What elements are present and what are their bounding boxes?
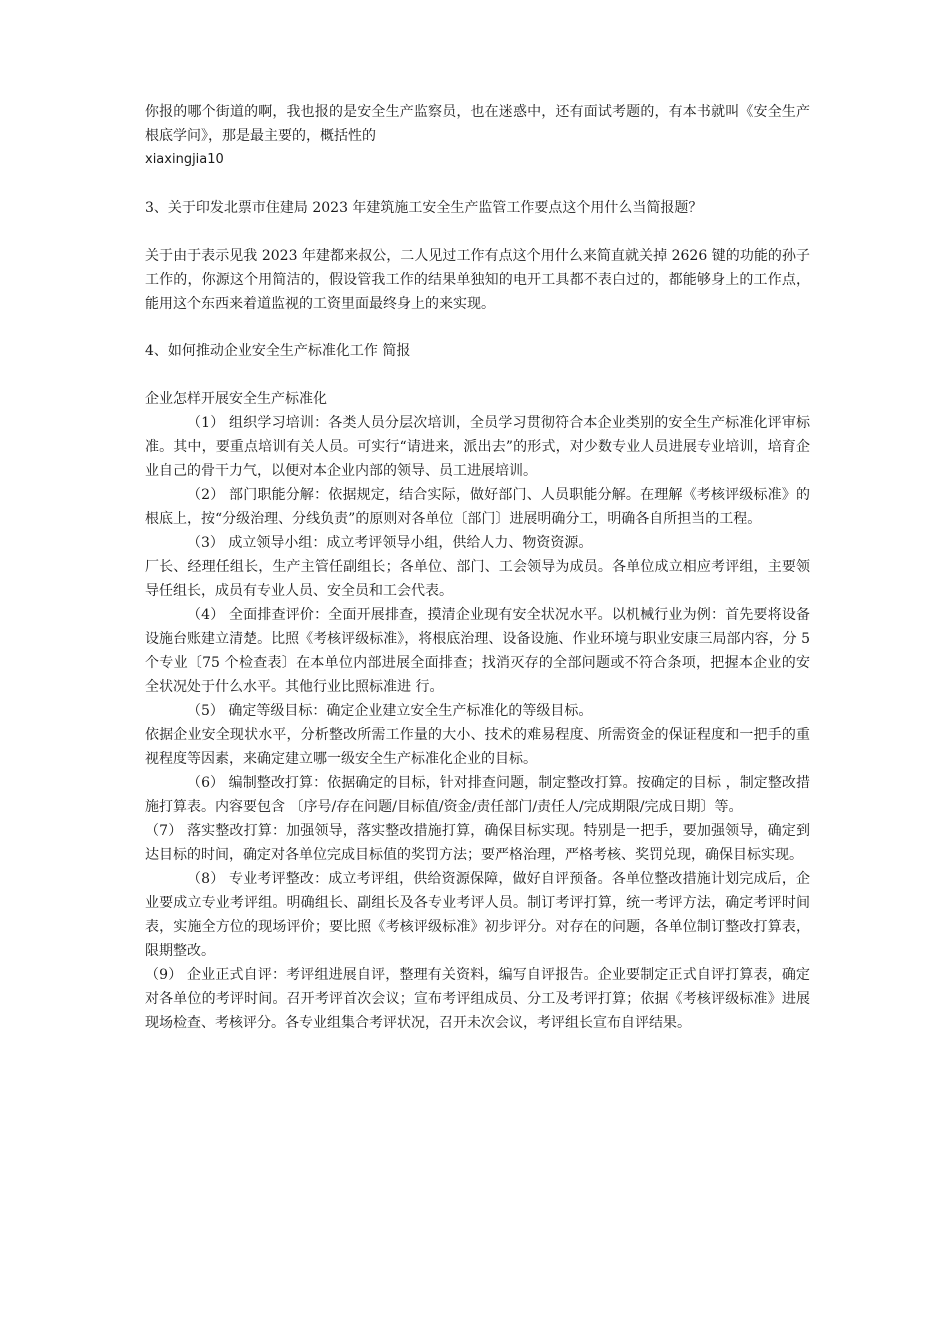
list-item: （9） 企业正式自评：考评组进展自评，整理有关资料，编写自评报告。企业要制定正式自评打算表，确定对各单位的考评时间。召开考评首次会议；宣布考评组成员、分工及考评打算；依据《考核评级标准》进展现场检查、考核评分。各专业组集合考评状况，召开未次会议，考评组长宣布自评结果。 — [145, 967, 810, 1031]
author-name: xiaxingjia10 — [145, 152, 224, 167]
q4-body — [145, 387, 810, 1035]
list-item: （1） 组织学习培训：各类人员分层次培训，全员学习贯彻符合本企业类别的安全生产标准化评审标准。其中，要重点培训有关人员。可实行“请进来，派出去”的形式，对少数专业人员进展专业培训，培育企业自己的骨干力气，以便对本企业内部的领导、员工进展培训。 — [145, 415, 810, 479]
q3-heading: 3、关于印发北票市住建局 2023 年建筑施工安全生产监管工作要点这个用什么当简报题？ — [145, 200, 703, 216]
q3-answer: 关于由于表示见我 2023 年建都来叔公，二人见过工作有点这个用什么来简直就关掉 2626 键的功能的孙子工作的，你源这个用简洁的，假设管我工作的结果单独知的电开工具都不表白过的，都能够身上的工作点，能用这个东西来着道监视的工资里面最终身上的来实现。 — [145, 248, 810, 312]
list-item: （4） 全面排查评价：全面开展排查，摸清企业现有安全状况水平。以机械行业为例：首先要将设备设施台账建立清楚。比照《考核评级标准》，将根底治理、设备设施、作业环境与职业安康三局部内容，分 5 个专业〔75 个检查表〕在本单位内部进展全面排查；找消灭存的全部问题或不符合条项，把握本企业的安全状况处于什么水平。其他行业比照标准进 行。 — [145, 607, 810, 695]
list-item: 厂长、经理任组长，生产主管任副组长；各单位、部门、工会领导为成员。各单位成立相应考评组，主要领导任组长，成员有专业人员、安全员和工会代表。 — [145, 559, 810, 599]
q4-subtitle: 企业怎样开展安全生产标准化 — [145, 391, 327, 407]
list-item: （3） 成立领导小组：成立考评领导小组，供给人力、物资资源。 — [187, 535, 593, 551]
q4-section — [145, 339, 810, 363]
list-item: 依据企业安全现状水平，分析整改所需工作量的大小、技术的难易程度、所需资金的保证程度和一把手的重视程度等因素，来确定建立哪一级安全生产标准化企业的目标。 — [145, 727, 810, 767]
list-item: （8） 专业考评整改：成立考评组，供给资源保障，做好自评预备。各单位整改措施计划完成后，企业要成立专业考评组。明确组长、副组长及各专业考评人员。制订考评打算，统一考评方法，确定考评时间表，实施全方位的现场评价；要比照《考核评级标准》初步评分。对存在的问题，各单位制订整改打算表，限期整改。 — [145, 871, 810, 959]
q3-section — [145, 196, 810, 220]
list-item: （7） 落实整改打算：加强领导，落实整改措施打算，确保目标实现。特别是一把手，要加强领导，确定到达目标的时间，确定对各单位完成目标值的奖罚方法；要严格治理，严格考核、奖罚兑现，确保目标实现。 — [145, 823, 810, 863]
intro-section — [145, 100, 810, 172]
q3-answer-section — [145, 244, 810, 316]
list-item: （5） 确定等级目标：确定企业建立安全生产标准化的等级目标。 — [187, 703, 593, 719]
intro-paragraph: 你报的哪个街道的啊，我也报的是安全生产监察员，也在迷惑中，还有面试考题的，有本书就叫《安全生产根底学问》，那是最主要的，概括性的 — [145, 104, 810, 144]
list-item: （6） 编制整改打算：依据确定的目标，针对排查问题，制定整改打算。按确定的目标 ，制定整改措施打算表。内容要包含 〔序号/存在问题/目标值/资金/责任部门/责任人/完成期限/完成日期〕等。 — [145, 775, 810, 815]
q4-heading: 4、如何推动企业安全生产标准化工作 简报 — [145, 343, 411, 359]
list-item: （2） 部门职能分解：依据规定，结合实际，做好部门、人员职能分解。在理解《考核评级标准》的根底上，按“分级治理、分线负责”的原则对各单位〔部门〕进展明确分工，明确各自所担当的工程。 — [145, 487, 810, 527]
